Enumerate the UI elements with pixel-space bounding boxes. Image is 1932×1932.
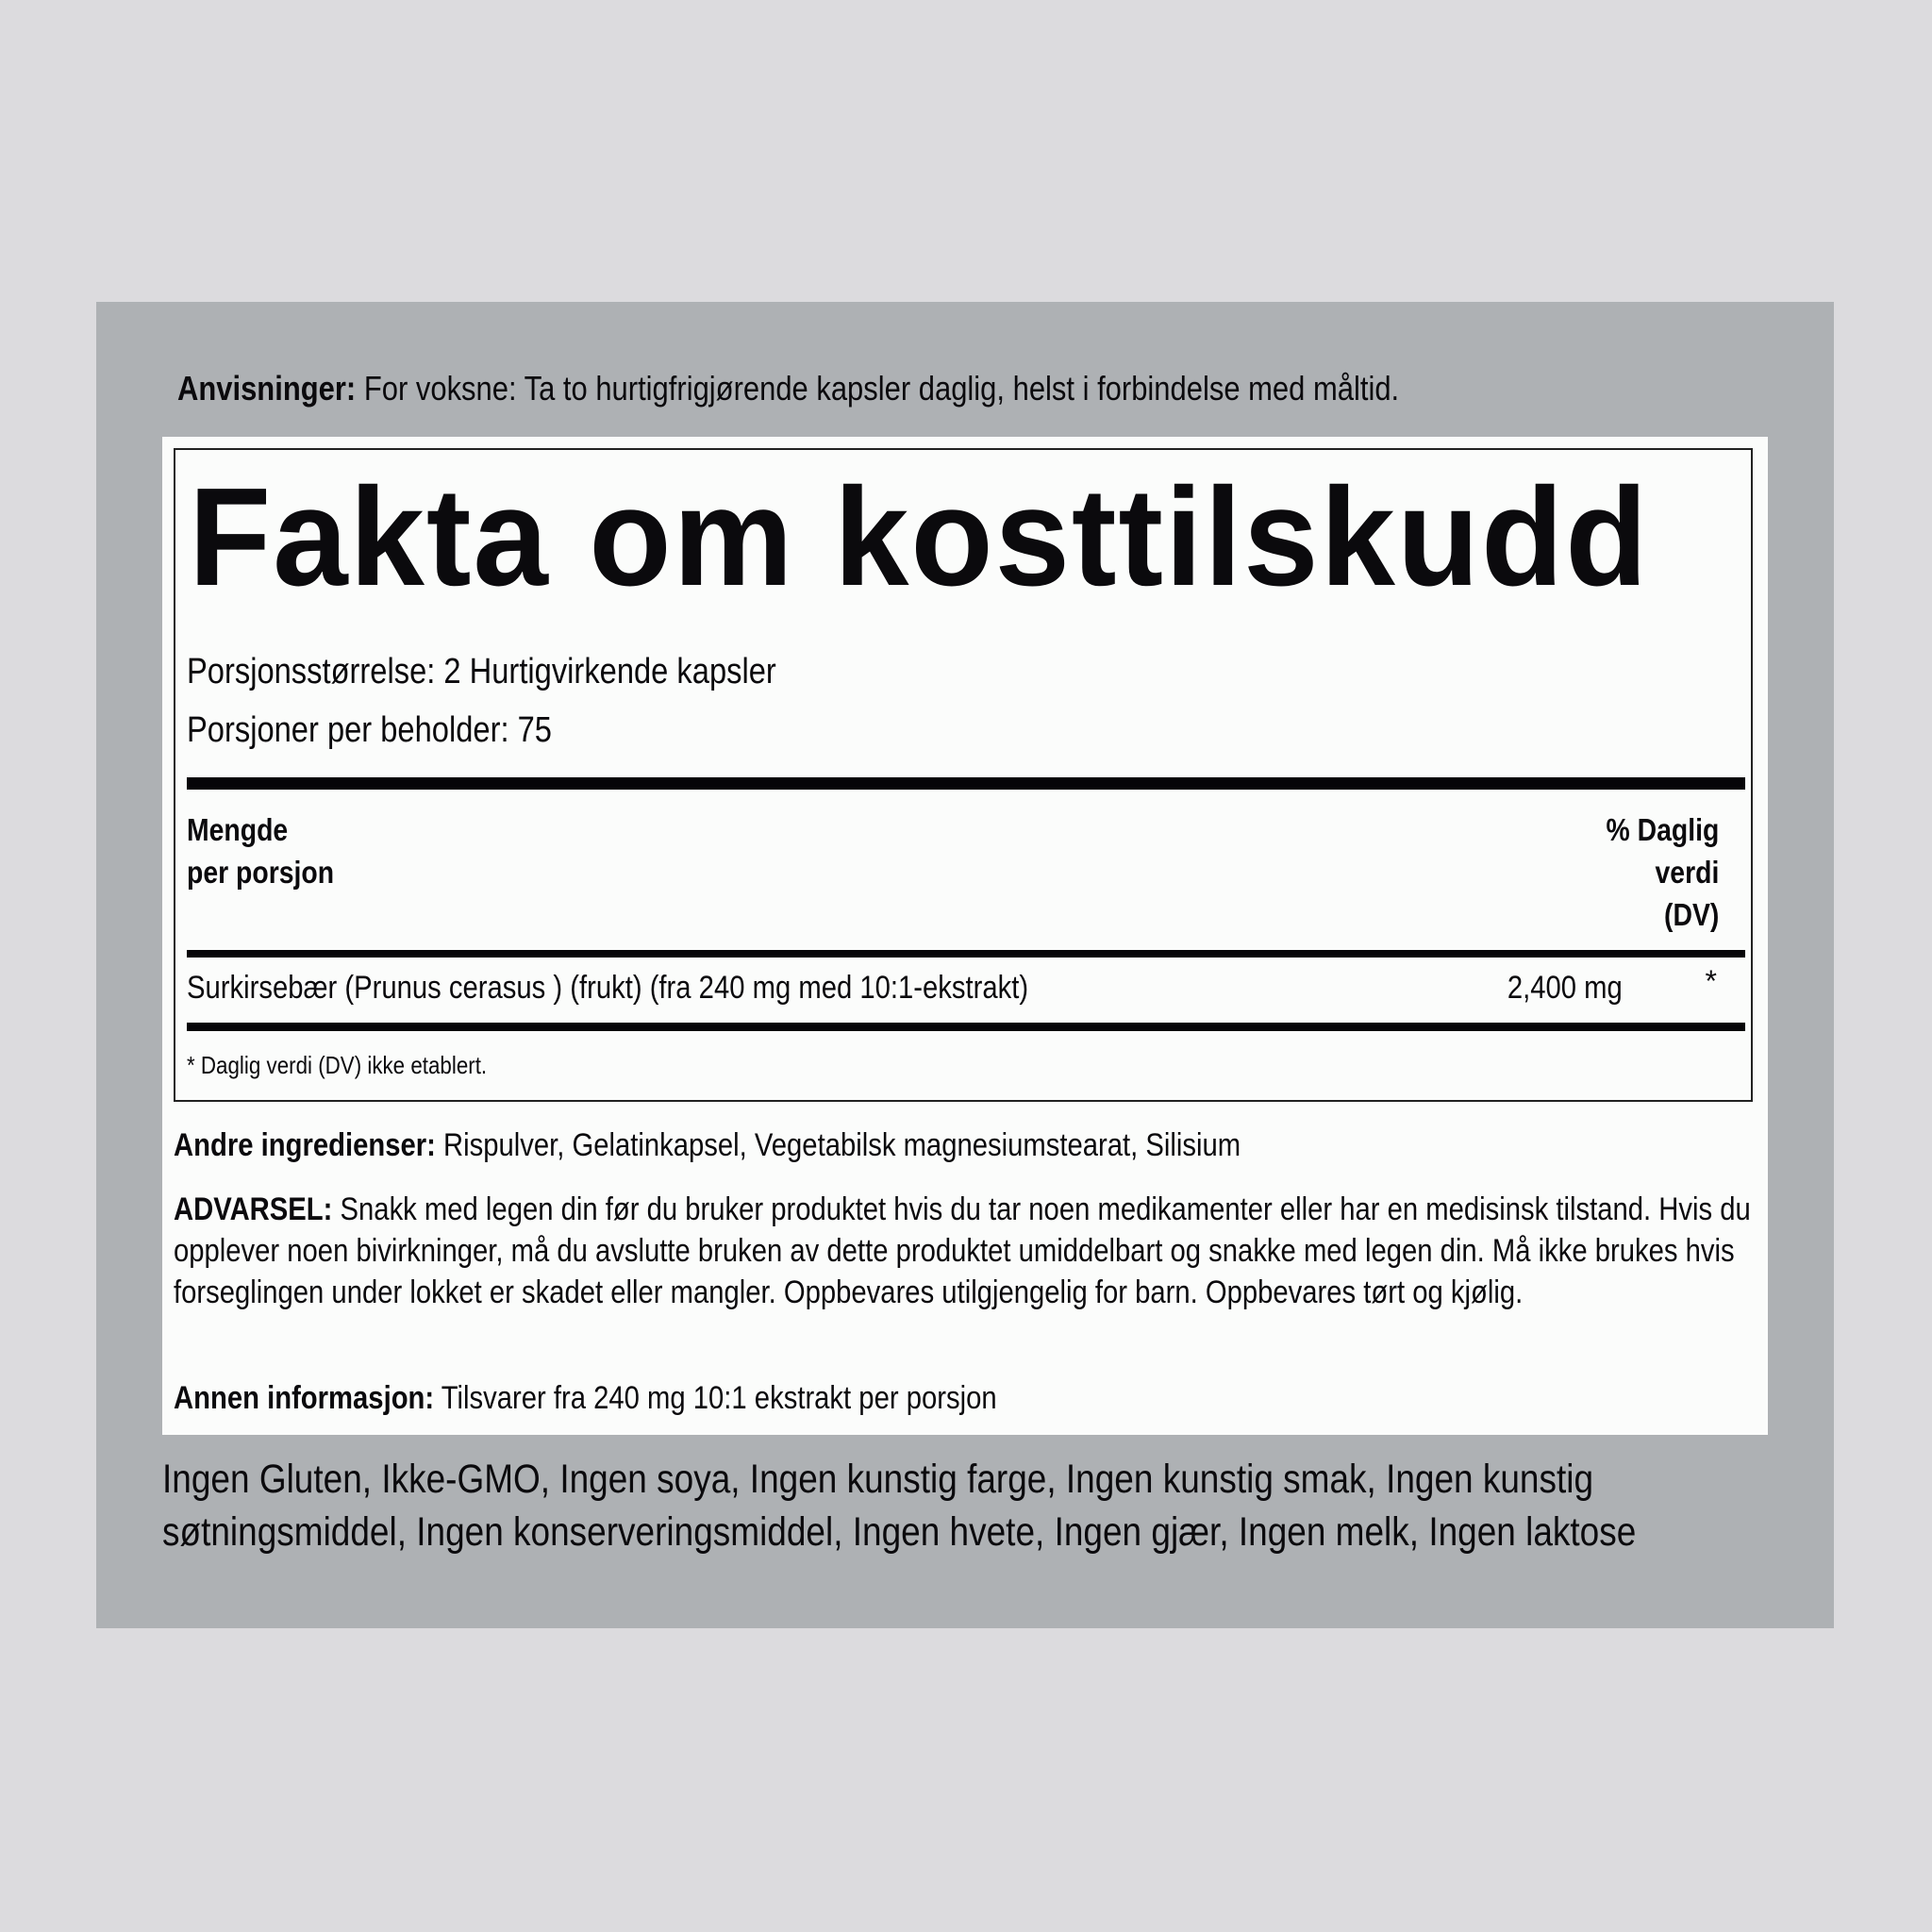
serving-size: Porsjonsstørrelse: 2 Hurtigvirkende kapsler xyxy=(187,652,776,691)
thick-divider xyxy=(187,777,1745,790)
supplement-facts-box xyxy=(174,448,1753,1102)
ingredient-name: Surkirsebær (Prunus cerasus ) (frukt) (fra 240 mg med 10:1-ekstrakt) xyxy=(187,970,1029,1006)
other-ingredients-text: Rispulver, Gelatinkapsel, Vegetabilsk magnesiumstearat, Silisium xyxy=(435,1127,1241,1163)
directions-text: For voksne: Ta to hurtigfrigjørende kapsler daglig, helst i forbindelse med måltid. xyxy=(356,369,1400,408)
row-divider xyxy=(187,1023,1745,1031)
other-ingredients xyxy=(174,1124,1764,1166)
other-info-label: Annen informasjon: xyxy=(174,1380,435,1416)
ingredient-amount: 2,400 mg xyxy=(1507,970,1623,1006)
servings-per-container: Porsjoner per beholder: 75 xyxy=(187,710,552,750)
warning xyxy=(174,1189,1764,1313)
other-information xyxy=(174,1377,1764,1419)
other-info-text: Tilsvarer fra 240 mg 10:1 ekstrakt per porsjon xyxy=(434,1380,997,1416)
amount-per-serving-header: Mengde per porsjon xyxy=(187,812,335,890)
warning-text: Snakk med legen din før du bruker produktet hvis du tar noen medikamenter eller har en medisinsk tilstand. Hvis du opplever noen bivirkninger, må du avslutte bruken av dette produktet umiddelbart og snakke med legen din. Må ikke brukes hvis forseglingen under lokket er skadet eller mangler. Oppbevares utilgjengelig for barn. Oppbevares tørt og kjølig. xyxy=(174,1191,1751,1310)
facts-title: Fakta om kosttilskudd xyxy=(189,459,1650,615)
header-divider xyxy=(187,950,1745,958)
free-from-claims: Ingen Gluten, Ikke-GMO, Ingen soya, Ingen kunstig farge, Ingen kunstig smak, Ingen kunstig søtningsmiddel, Ingen konserveringsmiddel, Ingen hvete, Ingen gjær, Ingen melk, Ingen laktose xyxy=(162,1457,1637,1555)
daily-value-header: % Daglig verdi (DV) xyxy=(1606,812,1719,932)
ingredient-dv: * xyxy=(1705,964,1717,998)
warning-label: ADVARSEL: xyxy=(174,1191,333,1227)
other-ingredients-label: Andre ingredienser: xyxy=(174,1127,436,1163)
dv-footnote: * Daglig verdi (DV) ikke etablert. xyxy=(187,1051,488,1079)
directions-label: Anvisninger: xyxy=(177,369,357,408)
directions xyxy=(177,362,1399,415)
